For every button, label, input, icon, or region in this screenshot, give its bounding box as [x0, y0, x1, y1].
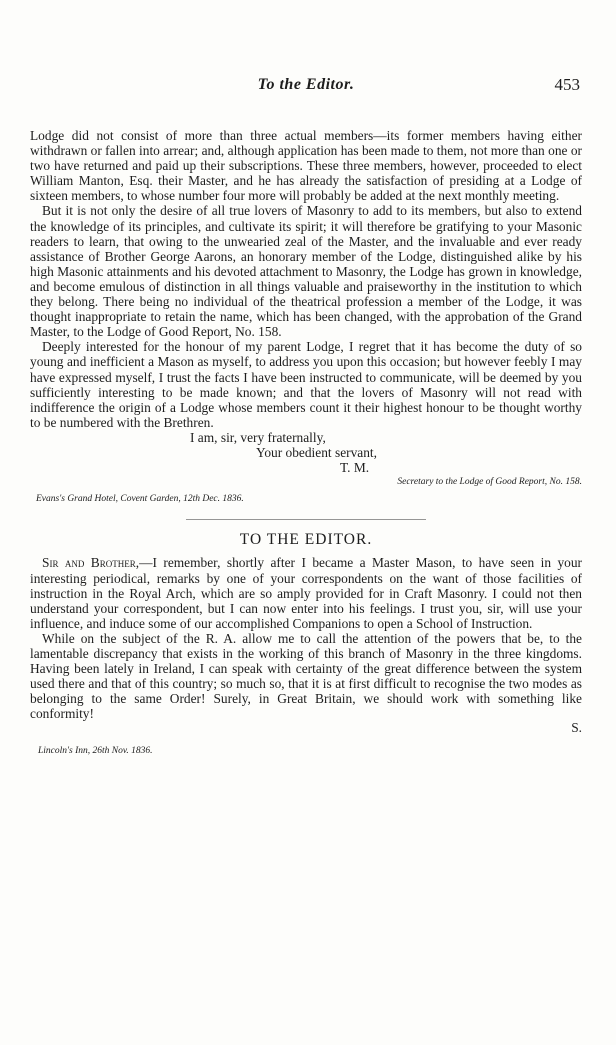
section-divider: [186, 519, 426, 520]
letter2-paragraph-1-text: —I remember, shortly after I became a Master Mason, to have seen in your interesting periodical, remarks by one of your correspondents on the want of those facilities of instruction in the Royal Arch, which are so amply provided for in Craft Masonry. I could not then understand your correspondent, but I can now enter into his feelings. I trust you, sir, will use your influence, and induce some of our accomplished Companions to open a School of Instruction.: [30, 555, 582, 631]
letter2-signature: S.: [571, 720, 582, 736]
article-body: [30, 128, 582, 759]
signature-initials: T. M.: [340, 460, 370, 476]
letter2-dateline: Lincoln's Inn, 26th Nov. 1836.: [38, 745, 153, 756]
salutation: Sir and Brother,: [42, 555, 140, 571]
letter1-dateline: Evans's Grand Hotel, Covent Garden, 12th Dec. 1836.: [36, 494, 244, 505]
letter1-paragraph-1: Lodge did not consist of more than three actual members—its former members having either withdrawn or fallen into arrear; and, although application has been made to them, not more than one or two have returned and paid up their subscriptions. These three members, however, proceeded to elect William Manton, Esq. their Master, and he has already the satisfaction of presiding at a Lodge of sixteen members, to whose number four more will probably be added at the next monthly meeting.: [30, 128, 582, 204]
letter1-paragraph-3: Deeply interested for the honour of my parent Lodge, I regret that it has become the duty of so young and inefficient a Mason as myself, to address you upon this occasion; but however feebly I may have expressed myself, I trust the facts I have been instructed to communicate, will be deemed by you sufficiently interesting to be made known; and that the lovers of Masonry will not read with indifference the origin of a Lodge whose members count it their highest honour to be thought worthy to be numbered with the Brethren.: [30, 339, 582, 430]
letter2-paragraph-1: [30, 555, 582, 630]
running-title: To the Editor.: [257, 76, 355, 93]
closing-line-2: Your obedient servant,: [256, 444, 377, 460]
letter2-title: TO THE EDITOR.: [239, 531, 373, 549]
letter2-paragraph-2: While on the subject of the R. A. allow me to call the attention of the powers that be, to the lamentable discrepancy that exists in the working of this branch of Masonry in the three kingdoms. Having been lately in Ireland, I can speak with certainty of the great difference between the system used there and that of this country; so much so, that it is at first difficult to recognise the two modes as belonging to the same Order! Surely, in Great Britain, we should work with something like conformity!: [30, 630, 582, 722]
page-number: 453: [554, 75, 580, 94]
letter1-paragraph-2: But it is not only the desire of all true lovers of Masonry to add to its members, but also to extend the knowledge of its principles, and cultivate its spirit; it will therefore be gratifying to your Masonic readers to learn, that owing to the unwearied zeal of the Master, and the invaluable and ever ready assistance of Brother George Aarons, an honorary member of the Lodge, distinguished alike by his high Masonic attainments and his devoted attachment to Masonry, the Lodge has grown in knowledge, and become emulous of distinction in all things valuable and praiseworthy in the institution to which they belong. There being no individual of the theatrical profession a member of the Lodge, it was thought inappropriate to retain the name, which has been changed, with the approbation of the Grand Master, to the Lodge of Good Report, No. 158.: [30, 203, 582, 340]
signature-note: Secretary to the Lodge of Good Report, No. 158.: [397, 477, 582, 488]
closing-line-1: I am, sir, very fraternally,: [190, 429, 326, 445]
letter1-closing: [30, 430, 582, 507]
running-header: [30, 76, 582, 100]
